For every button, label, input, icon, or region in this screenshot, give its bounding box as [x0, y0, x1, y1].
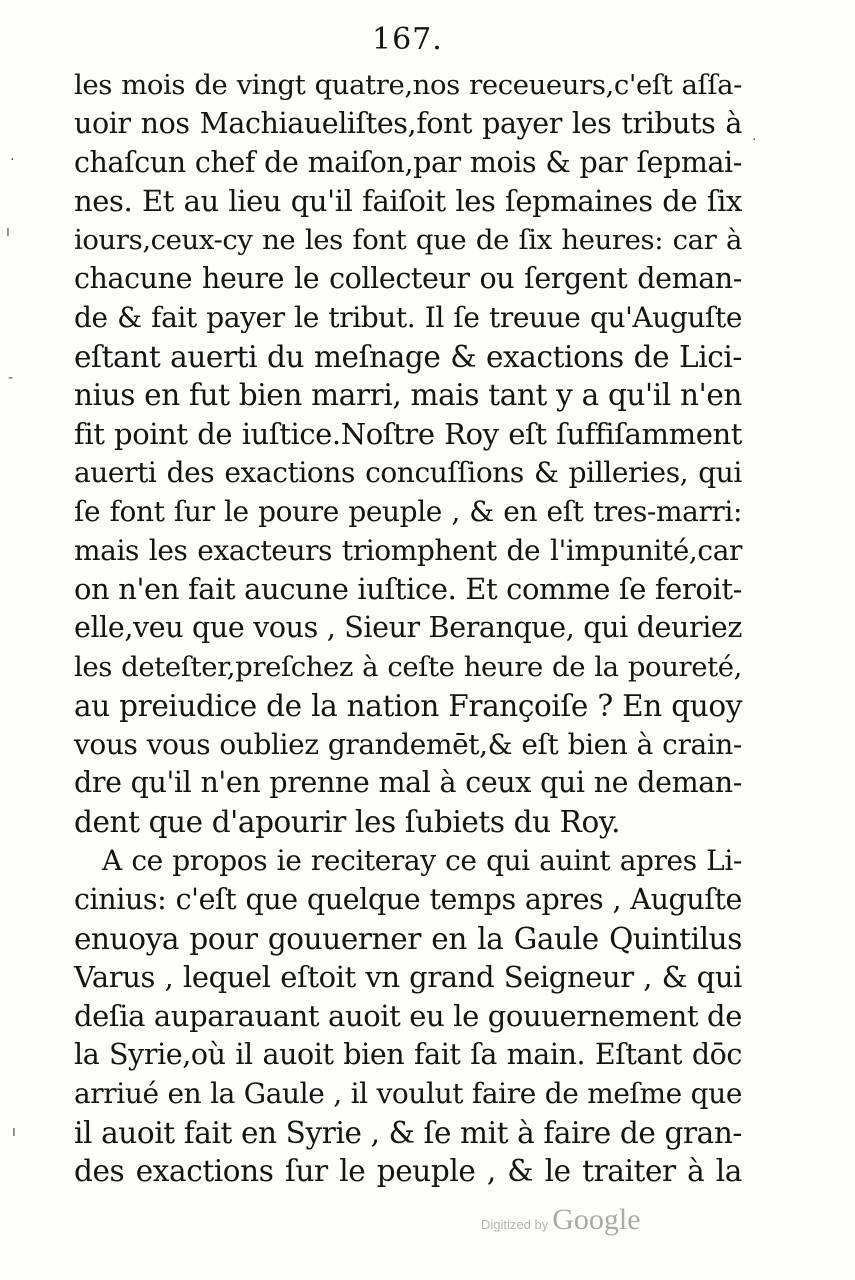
text-line: auerti des exactions concuſſions & pilleries, qui — [74, 455, 742, 489]
body-text — [74, 66, 742, 1191]
text-line: Varus , lequel eſtoit vn grand Seigneur , & qui — [74, 960, 742, 995]
margin-speck: · — [10, 152, 15, 168]
text-line: les deteſter,preſchez à ceſte heure de la poureté, — [74, 650, 742, 683]
text-line: des exactions ſur le peuple , & le traiter à la — [74, 1154, 742, 1189]
margin-speck: . — [752, 128, 757, 144]
text-line: dre qu'il n'en prenne mal à ceux qui ne deman- — [74, 766, 742, 800]
text-line: dent que d'apourir les ſubiets du Roy. — [74, 805, 621, 840]
text-line: il auoit fait en Syrie , & ſe mit à faire de gran- — [74, 1115, 742, 1150]
text-line: chacune heure le collecteur ou ſergent deman- — [74, 261, 742, 295]
text-line: nes. Et au lieu qu'il faiſoit les ſepmaines de ſix — [74, 184, 742, 219]
text-line: iours,ceux-cy ne les font que de ſix heures: car à — [74, 224, 742, 257]
text-line: vous vous oubliez grandemēt,& eſt bien à crain- — [74, 727, 742, 761]
text-line: mais les exacteurs triomphent de l'impunité,car — [74, 533, 742, 567]
margin-speck: - — [8, 370, 14, 386]
text-line: fit point de iuſtice.Noſtre Roy eſt ſuffiſamment — [74, 417, 742, 452]
text-line: les mois de vingt quatre,nos receueurs,c'eſt aſſa- — [74, 69, 742, 101]
margin-speck: ı — [12, 1124, 16, 1140]
text-line: enuoya pour gouuerner en la Gaule Quintilus — [74, 921, 742, 956]
watermark-prefix: Digitized by — [481, 1217, 549, 1232]
text-line: A ce propos ie reciteray ce qui auint apres Li- — [102, 843, 742, 877]
text-line: uoir nos Machiaueliſtes,font payer les tributs à — [74, 106, 742, 140]
watermark-brand: Google — [552, 1203, 641, 1236]
text-line: la Syrie,où il auoit bien fait ſa main. Eſtant dōc — [74, 1037, 742, 1071]
text-line: ſe font ſur le poure peuple , & en eſt tres-marri: — [74, 494, 742, 528]
text-line: on n'en fait aucune iuſtice. Et comme ſe feroit- — [74, 572, 742, 607]
text-line: deſia auparauant auoit eu le gouuernement de — [74, 999, 742, 1034]
page-number: 167. — [372, 22, 443, 57]
margin-speck: ı — [6, 224, 10, 240]
text-line: nius en fut bien marri, mais tant y a qu'il n'en — [74, 378, 742, 413]
text-line: chaſcun chef de maiſon,par mois & par ſepmai- — [74, 145, 742, 179]
text-line: au preiudice de la nation Françoiſe ? En quoy — [74, 688, 742, 723]
digitization-watermark — [481, 1203, 641, 1237]
text-line: de & fait payer le tribut. Il ſe treuue qu'Auguſte — [74, 300, 742, 334]
text-line: cinius: c'eſt que quelque temps apres , Auguſte — [74, 882, 742, 916]
text-line: arriué en la Gaule , il voulut faire de meſme que — [74, 1076, 742, 1110]
text-line: eſtant auerti du meſnage & exactions de Lici- — [74, 339, 742, 374]
text-line: elle,veu que vous , Sieur Beranque, qui deuriez — [74, 611, 742, 645]
